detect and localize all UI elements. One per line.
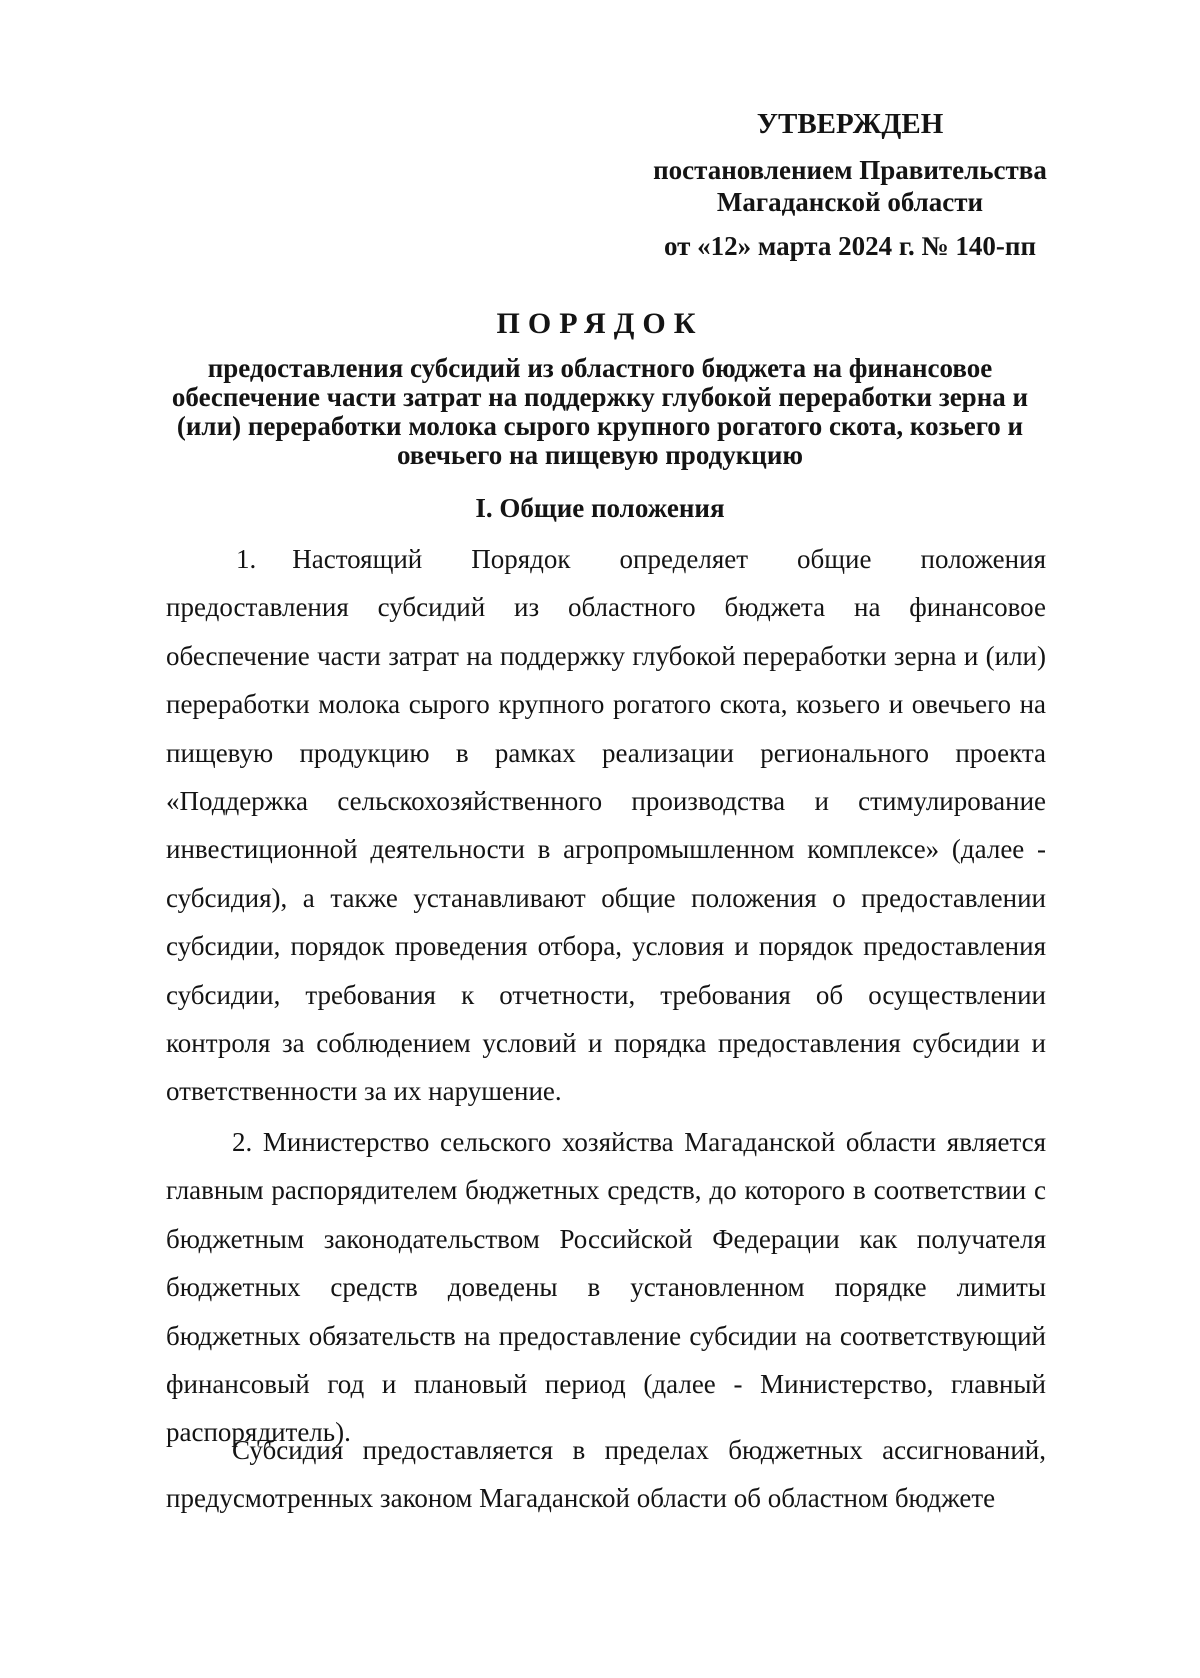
approval-block xyxy=(600,108,1100,262)
approval-title: УТВЕРЖДЕН xyxy=(756,108,944,140)
document-heading xyxy=(160,306,1040,470)
paragraph-text: Настоящий Порядок определяет общие положения предоставления субсидий из областного бюджета на финансовое обеспечение части затрат на поддержку глубокой переработки зерна и (или) переработки молока сырого крупного рогатого скота, козьего и овечьего на пищевую продукцию в рамках реализации регионального проекта «Поддержка сельскохозяйственного производства и стимулирование инвестиционной деятельности в агропромышленном комплексе» (далее - субсидия), а также устанавливают общие положения о предоставлении субсидии, порядок проведения отбора, условия и порядок предоставления субсидии, требования к отчетности, требования об осуществлении контроля за соблюдением условий и порядка предоставления субсидии и ответственности за их нарушение. xyxy=(166,544,1046,1107)
approval-date: от «12» марта 2024 г. № 140-пп xyxy=(663,231,1037,261)
document-title: ПОРЯДОК xyxy=(496,307,704,340)
approval-region-line: Магаданской области xyxy=(716,187,984,217)
paragraph-1 xyxy=(166,535,1046,1116)
paragraph-3: Субсидия предоставляется в пределах бюджетных ассигнований, предусмотренных законом Магаданской области об областном бюджете xyxy=(166,1435,1046,1514)
paragraph-2: 2. Министерство сельского хозяйства Магаданской области является главным распорядителем бюджетных средств, до которого в соответствии с бюджетным законодательством Российской Федерации как получателя бюджетных средств доведены в установленном порядке лимиты бюджетных обязательств на предоставление субсидии на соответствующий финансовый год и плановый период (далее - Министерство, главный распорядитель). xyxy=(166,1127,1046,1448)
approval-resolution-line: постановлением Правительства xyxy=(653,155,1047,185)
document-subtitle: предоставления субсидий из областного бюджета на финансовое обеспечение части затрат на поддержку глубокой переработки зерна и (или) переработки молока сырого крупного рогатого скота, козьего и овечьего на пищевую продукцию xyxy=(171,353,1029,470)
section-title: I. Общие положения xyxy=(475,493,725,523)
paragraph-number: 1. xyxy=(236,544,257,574)
